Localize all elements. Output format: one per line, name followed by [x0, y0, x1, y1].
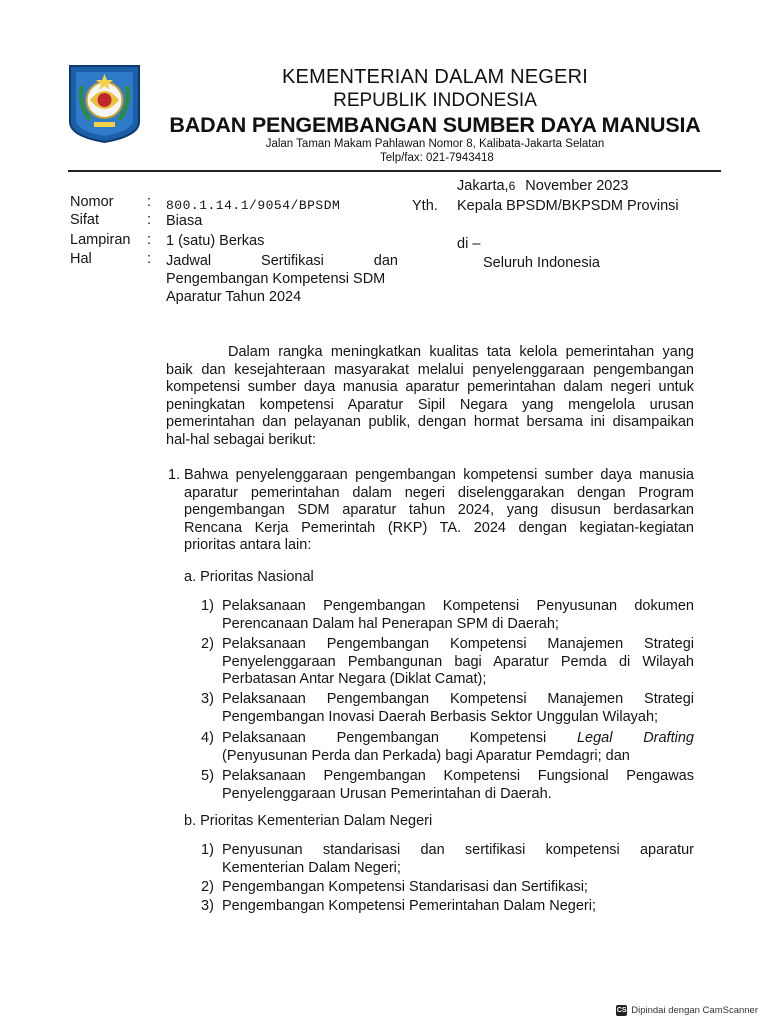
b-item-1-line: Penyusunan standarisasi dan sertifikasi kompetensi aparatur	[222, 842, 694, 858]
date-month-year: November 2023	[525, 178, 629, 194]
intro-line: pemerintahan dan pelayanan publik, dengan hormat bersama ini disampaikan	[166, 414, 694, 431]
date-day: 6	[508, 179, 516, 193]
section-a-heading: a. Prioritas Nasional	[184, 569, 314, 585]
a-item-1	[222, 598, 694, 633]
a-item-2	[222, 636, 694, 689]
camscanner-text: Dipindai dengan CamScanner	[631, 1005, 758, 1016]
point-1-line: Rencana Kerja Pemerintah (RKP) TA. 2024 dengan kegiatan-kegiatan	[184, 519, 694, 536]
letterhead-divider	[68, 170, 721, 172]
nomor-value: 800.1.14.1/9054/BPSDM	[166, 198, 341, 213]
a-item-4-line-1	[222, 730, 694, 748]
sifat-label: Sifat	[70, 212, 100, 228]
letterhead-line-republic: REPUBLIK INDONESIA	[333, 90, 537, 111]
camscanner-icon: CS	[616, 1007, 627, 1014]
letterhead-phone: Telp/fax: 021-7943418	[380, 152, 494, 164]
a-item-3-line: Pengembangan Inovasi Daerah Berbasis Sektor Unggulan Wilayah;	[222, 708, 659, 725]
b-item-1-line: Kementerian Dalam Negeri;	[222, 859, 401, 876]
a-item-2-line: Pelaksanaan Pengembangan Kompetensi Manajemen Strategi	[222, 636, 694, 652]
point-1-line: prioritas antara lain:	[184, 537, 312, 554]
b-item-3-number: 3)	[201, 898, 214, 914]
intro-line: kompetensi sumber daya manusia aparatur pemerintahan dalam negeri untuk	[166, 379, 694, 396]
b-item-3: Pengembangan Kompetensi Pemerintahan Dalam Negeri;	[222, 898, 596, 914]
ministry-emblem-logo	[68, 64, 141, 143]
intro-line: Dalam rangka meningkatkan kualitas tata kelola pemerintahan yang	[228, 344, 694, 360]
di-label: di –	[457, 236, 481, 252]
point-1-line: Bahwa penyelenggaraan pengembangan kompetensi sumber daya manusia	[184, 467, 694, 483]
a-item-4-word: Pengembangan	[336, 730, 439, 746]
recipient-location: Seluruh Indonesia	[483, 255, 600, 271]
hal-line-2: Pengembangan Kompetensi SDM	[166, 271, 386, 287]
section-b-heading: b. Prioritas Kementerian Dalam Negeri	[184, 813, 433, 829]
intro-line: peningkatan kompetensi Aparatur Sipil Negara yang mengelola urusan	[166, 396, 694, 413]
a-item-4-word-italic: Legal	[576, 730, 613, 746]
recipient: Kepala BPSDM/BKPSDM Provinsi	[457, 198, 679, 214]
intro-line: hal-hal sebagai berikut:	[166, 431, 316, 448]
point-1-line: aparatur pemerintahan dalam negeri diselenggarakan dengan Program	[184, 484, 694, 501]
a-item-5-line: Penyelenggaraan Urusan Pemerintahan di Daerah.	[222, 785, 552, 802]
a-item-1-number: 1)	[201, 598, 214, 614]
intro-line: baik dan kesejahteraan masyarakat melalui penyelenggaraan pengembangan	[166, 361, 694, 378]
a-item-5-number: 5)	[201, 768, 214, 784]
intro-paragraph	[166, 344, 694, 450]
point-1-number: 1.	[168, 467, 181, 483]
sifat-value: Biasa	[166, 213, 203, 229]
hal-line-3: Aparatur Tahun 2024	[166, 289, 302, 305]
a-item-4-word-italic: Drafting	[643, 730, 694, 746]
a-item-2-line: Penyelenggaraan Pembangunan bagi Aparatur Pemda di Wilayah	[222, 653, 694, 670]
point-1-line: pengembangan SDM aparatur tahun 2024, yang disusun berdasarkan	[184, 502, 694, 519]
a-item-1-line: Perencanaan Dalam hal Penerapan SPM di Daerah;	[222, 615, 559, 632]
b-item-1-number: 1)	[201, 842, 214, 858]
date-place: Jakarta,	[457, 178, 509, 194]
a-item-4-word: Pelaksanaan	[222, 730, 306, 746]
a-item-1-line: Pelaksanaan Pengembangan Kompetensi Penyusunan dokumen	[222, 598, 694, 614]
b-item-2-number: 2)	[201, 879, 214, 895]
point-1-text	[184, 467, 694, 555]
a-item-3-number: 3)	[201, 691, 214, 707]
nomor-label: Nomor	[70, 194, 114, 210]
b-item-1	[222, 842, 694, 877]
a-item-5	[222, 768, 694, 803]
a-item-4-line-2: (Penyusunan Perda dan Perkada) bagi Aparatur Pemdagri; dan	[222, 747, 630, 764]
a-item-4-number: 4)	[201, 730, 214, 746]
sifat-colon: :	[147, 212, 152, 228]
a-item-4	[222, 730, 694, 765]
lampiran-value: 1 (satu) Berkas	[166, 233, 265, 249]
lampiran-colon: :	[147, 232, 152, 248]
a-item-2-line: Perbatasan Antar Negara (Diklat Camat);	[222, 671, 487, 688]
hal-value	[166, 252, 398, 306]
letterhead-line-agency: BADAN PENGEMBANGAN SUMBER DAYA MANUSIA	[169, 113, 701, 137]
hal-label: Hal	[70, 251, 92, 267]
a-item-5-line: Pelaksanaan Pengembangan Kompetensi Fungsional Pengawas	[222, 768, 694, 784]
a-item-3	[222, 691, 694, 726]
hal-colon: :	[147, 251, 152, 267]
letter-date	[457, 178, 628, 194]
hal-line-1: Jadwal Sertifikasi dan	[166, 253, 398, 269]
a-item-3-line: Pelaksanaan Pengembangan Kompetensi Manajemen Strategi	[222, 691, 694, 707]
lampiran-label: Lampiran	[70, 232, 131, 248]
a-item-4-word: Kompetensi	[469, 730, 547, 746]
yth-label: Yth.	[412, 198, 438, 214]
letterhead-address: Jalan Taman Makam Pahlawan Nomor 8, Kalibata-Jakarta Selatan	[265, 138, 605, 150]
letterhead-line-ministry: KEMENTERIAN DALAM NEGERI	[282, 66, 588, 88]
camscanner-watermark	[616, 1005, 758, 1016]
a-item-2-number: 2)	[201, 636, 214, 652]
b-item-2: Pengembangan Kompetensi Standarisasi dan Sertifikasi;	[222, 879, 588, 895]
nomor-colon: :	[147, 194, 152, 210]
